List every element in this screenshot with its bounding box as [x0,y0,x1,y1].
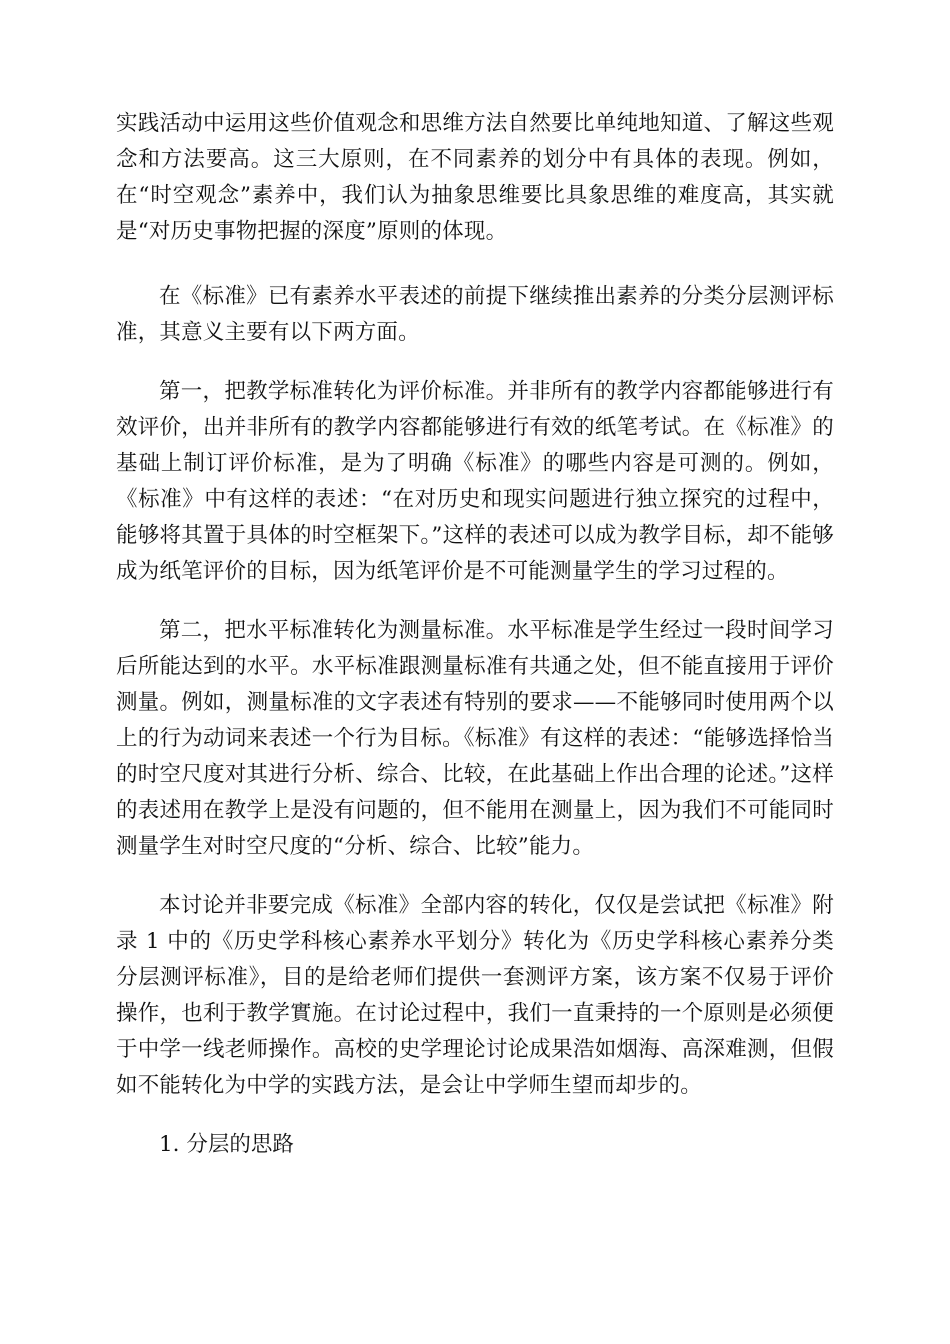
paragraph-scope: 本讨论并非要完成《标准》全部内容的转化，仅仅是尝试把《标准》附录 1 中的《历史学科核心素养水平划分》转化为《历史学科核心素养分类分层测评标准》，目的是给老师们提供一套测评方案，该方案不仅易于评价操作，也利于教学實施。在讨论过程中，我们一直秉持的一个原则是必须便于中学一线老师操作。高校的史学理论讨论成果浩如烟海、高深难测，但假如不能转化为中学的实践方法，是会让中学师生望而却步的。 [116,893,834,1098]
paragraph-first-point: 第一，把教学标准转化为评价标准。并非所有的教学内容都能够进行有效评价，出并非所有的教学内容都能够进行有效的纸笔考试。在《标准》的基础上制订评价标准，是为了明确《标准》的哪些内容是可测的。例如，《标准》中有这样的表述：“在对历史和现实问题进行独立探究的过程中，能够将其置于具体的时空框架下。”这样的表述可以成为教学目标，却不能够成为纸笔评价的目标，因为纸笔评价是不可能测量学生的学习过程的。 [116,379,834,584]
document-body [116,106,834,1163]
paragraph-continuation: 实践活动中运用这些价值观念和思维方法自然要比单纯地知道、了解这些观念和方法要高。这三大原则，在不同素养的划分中有具体的表现。例如，在“时空观念”素养中，我们认为抽象思维要比具象思维的难度高，其实就是“对历史事物把握的深度”原则的体现。 [116,111,834,244]
section-heading: 1. 分层的思路 [159,1132,294,1157]
paragraph-significance-intro: 在《标准》已有素养水平表述的前提下继续推出素养的分类分层测评标准，其意义主要有以下两方面。 [116,284,834,345]
paragraph-second-point: 第二，把水平标准转化为测量标准。水平标准是学生经过一段时间学习后所能达到的水平。水平标准跟测量标准有共通之处，但不能直接用于评价测量。例如，测量标准的文字表述有特别的要求——不能够同时使用两个以上的行为动词来表述一个行为目标。《标准》有这样的表述：“能够选择恰当的时空尺度对其进行分析、综合、比较，在此基础上作出合理的论述。”这样的表述用在教学上是没有问题的，但不能用在测量上，因为我们不可能同时测量学生对时空尺度的“分析、综合、比较”能力。 [116,618,834,859]
